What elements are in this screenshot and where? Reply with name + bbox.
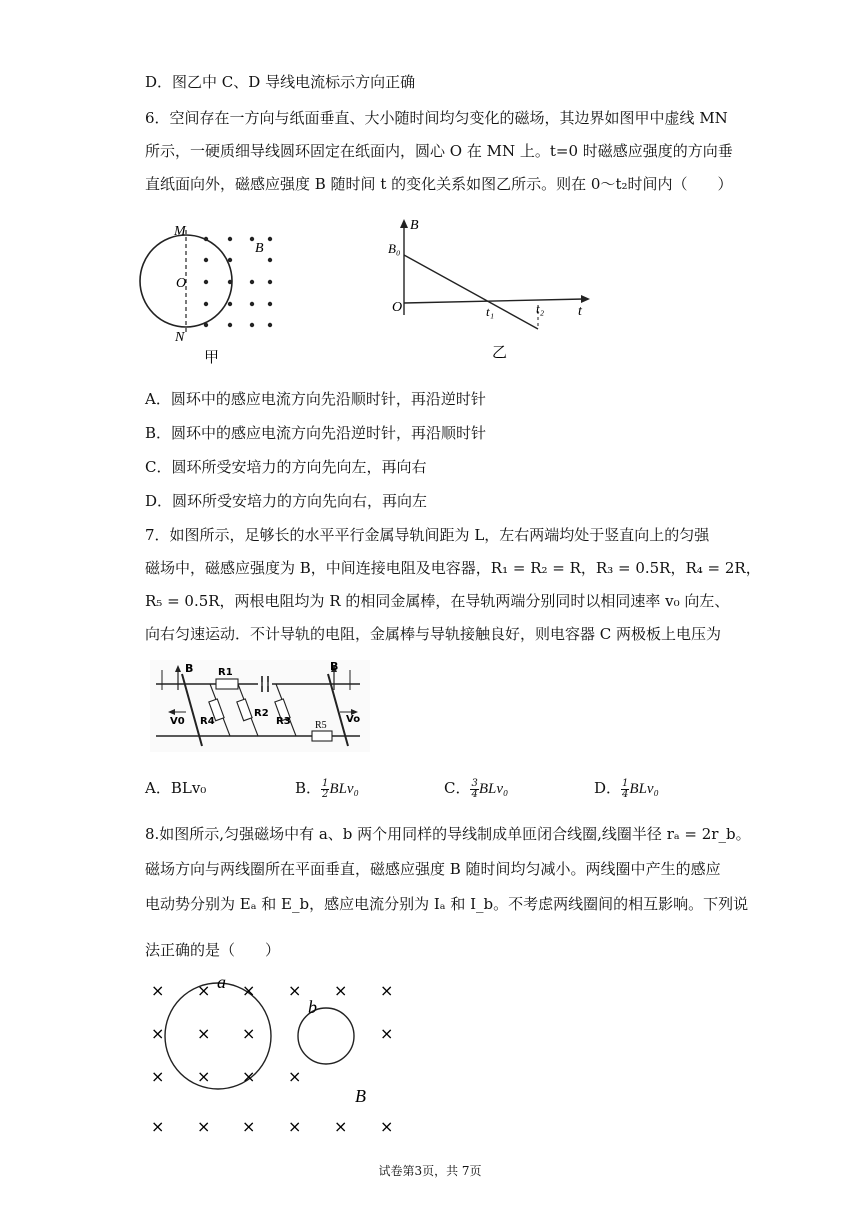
caption-yi: 乙 [492, 343, 508, 361]
q7-circuit-figure [150, 660, 370, 752]
field-cross: × [288, 1067, 302, 1086]
coil-b [298, 1008, 354, 1064]
field-cross: × [151, 1067, 165, 1086]
q7-option-d-expr: BLv₀ [629, 781, 659, 797]
q6-option-a: A．圆环中的感应电流方向先沿顺时针，再沿逆时针 [145, 390, 486, 408]
field-cross: × [197, 1067, 211, 1086]
q6-figure-jia [140, 222, 280, 372]
q7-option-d [594, 778, 659, 800]
field-cross: × [197, 981, 211, 1000]
field-cross: × [380, 981, 394, 1000]
field-cross: × [151, 1117, 165, 1136]
field-cross: × [334, 1117, 348, 1136]
label-R2: R2 [254, 708, 269, 719]
q7-option-a: A．BLv₀ [145, 779, 207, 797]
field-cross: × [242, 1067, 256, 1086]
q6-option-c: C．圆环所受安培力的方向先向左，再向右 [145, 458, 427, 476]
q8-stem-line-3: 电动势分别为 Eₐ 和 E_b，感应电流分别为 Iₐ 和 I_b。不考虑两线圈间的相互影响。下列说 [145, 895, 749, 913]
fraction-one-half: $\frac{1}{2}$ [322, 777, 329, 800]
q7-stem-line-4: 向右匀速运动．不计导轨的电阻，金属棒与导轨接触良好，则电容器 C 两极板上电压为 [145, 625, 722, 643]
field-cross: × [242, 981, 256, 1000]
q8-stem-line-1: 8.如图所示,匀强磁场中有 a、b 两个用同样的导线制成单匝闭合线圈,线圈半径 rₐ = 2r_b。 [145, 825, 751, 843]
q6-stem-line-2: 所示，一硬质细导线圆环固定在纸面内，圆心 O 在 MN 上。t=0 时磁感应强度的方向垂 [145, 142, 733, 160]
field-cross: × [288, 1117, 302, 1136]
field-cross: × [242, 1024, 256, 1043]
label-t-axis: t [578, 304, 582, 319]
q7-option-b-expr: BLv₀ [329, 781, 359, 797]
field-cross: × [334, 981, 348, 1000]
label-R5: R5 [315, 720, 327, 731]
q6-option-d: D．圆环所受安培力的方向先向右，再向左 [145, 492, 428, 510]
field-cross: × [242, 1117, 256, 1136]
q5-option-d: D．图乙中 C、D 导线电流标示方向正确 [145, 73, 416, 91]
q7-option-c-expr: BLv₀ [478, 781, 509, 797]
label-B0: B₀ [388, 241, 401, 256]
label-coil-a: a [217, 972, 226, 992]
q6-stem-line-3: 直纸面向外，磁感应强度 B 随时间 t 的变化关系如图乙所示。则在 0～t₂时间内（ ） [145, 175, 733, 193]
q8-coil-figure [145, 970, 405, 1140]
label-R4: R4 [200, 716, 215, 727]
label-R3: R3 [276, 716, 291, 727]
label-t1: t₁ [486, 304, 495, 319]
label-B-left: B [185, 662, 194, 675]
q6-stem-line-1: 6．空间存在一方向与纸面垂直、大小随时间均匀变化的磁场，其边界如图甲中虚线 MN [145, 109, 728, 127]
q8-stem-line-4: 法正确的是（ ） [145, 941, 281, 959]
label-v0-right: Vo [346, 714, 361, 725]
q7-stem-line-2: 磁场中，磁感应强度为 B，中间连接电阻及电容器，R₁ = R₂ = R，R₃ = 0.5R，R₄ = 2R， [145, 559, 761, 577]
q7-stem-line-1: 7．如图所示，足够长的水平平行金属导轨间距为 L，左右两端均处于竖直向上的匀强 [145, 526, 710, 544]
field-cross: × [151, 981, 165, 1000]
label-field-B: B [355, 1086, 366, 1106]
page-footer: 试卷第3页，共 7页 [378, 1164, 482, 1178]
q7-option-b [295, 778, 359, 800]
field-cross: × [197, 1117, 211, 1136]
label-v0-left: V0 [170, 716, 185, 727]
q7-option-c-prefix: C． [444, 779, 471, 797]
q7-stem-line-3: R₅ = 0.5R，两根电阻均为 R 的相同金属棒，在导轨两端分别同时以相同速率 v₀ 向左、 [145, 592, 730, 610]
q6-figure-yi [388, 215, 598, 365]
label-N: N [175, 330, 185, 345]
label-M: M [174, 224, 186, 239]
field-cross: × [380, 1024, 394, 1043]
q8-stem-line-2: 磁场方向与两线圈所在平面垂直，磁感应强度 B 随时间均匀减小。两线圈中产生的感应 [145, 860, 721, 878]
label-B-axis: B [410, 218, 419, 233]
label-B: B [255, 241, 264, 256]
label-O: O [176, 276, 187, 291]
label-B-right: B [330, 660, 339, 673]
label-origin: O [392, 300, 403, 315]
fraction-three-quarters: $\frac{3}{4}$ [471, 777, 478, 800]
label-coil-b: b [308, 997, 317, 1017]
field-cross: × [151, 1024, 165, 1043]
caption-jia: 甲 [204, 348, 220, 366]
q7-option-b-prefix: B． [295, 779, 322, 797]
field-cross: × [197, 1024, 211, 1043]
q6-option-b: B．圆环中的感应电流方向先沿逆时针，再沿顺时针 [145, 424, 487, 442]
q7-option-d-prefix: D． [594, 779, 622, 797]
fraction-one-quarter: $\frac{1}{4}$ [622, 777, 629, 800]
field-cross: × [380, 1117, 394, 1136]
field-cross: × [288, 981, 302, 1000]
label-R1: R1 [218, 667, 233, 678]
label-t2: t₂ [536, 301, 545, 316]
q7-option-c [444, 778, 508, 800]
